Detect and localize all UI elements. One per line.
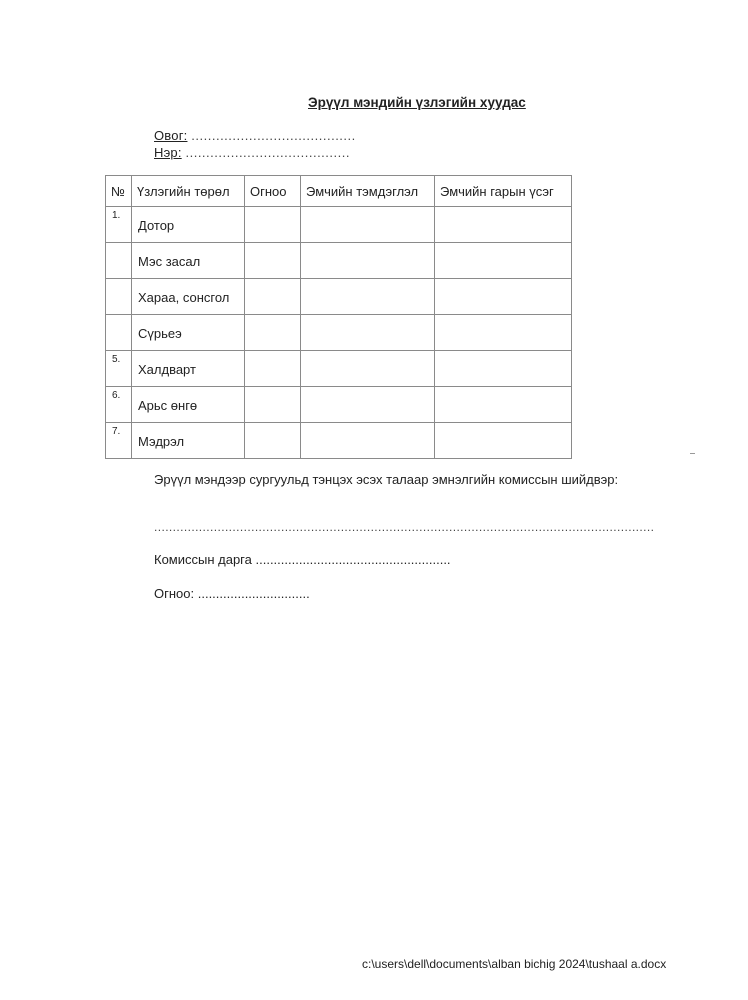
row-exam-type: Дотор [132, 207, 245, 243]
scan-artifact [690, 453, 695, 454]
row-date-cell [245, 279, 301, 315]
first-name-dots: ........................................ [185, 145, 350, 160]
row-number: 7. [106, 423, 132, 459]
date-label: Огноо: [154, 586, 195, 601]
commission-decision-text: Эрүүл мэндээр сургуульд тэнцэх эсэх талаар эмнэлгийн комиссын шийдвэр: [154, 472, 619, 487]
row-signature-cell [435, 243, 572, 279]
row-note-cell [301, 351, 435, 387]
exam-table [105, 175, 572, 459]
decision-date-field [154, 586, 310, 601]
row-exam-type: Хараа, сонсгол [132, 279, 245, 315]
row-date-cell [245, 207, 301, 243]
row-date-cell [245, 351, 301, 387]
row-number [106, 279, 132, 315]
table-row [106, 423, 572, 459]
row-note-cell [301, 315, 435, 351]
date-dots: ............................... [197, 586, 310, 601]
document-title: Эрүүл мэндийн үзлэгийн хуудас [308, 95, 526, 110]
first-name-label: Нэр: [154, 145, 182, 160]
header-doctor-note: Эмчийн тэмдэглэл [301, 176, 435, 207]
row-number: 5. [106, 351, 132, 387]
row-note-cell [301, 387, 435, 423]
row-note-cell [301, 207, 435, 243]
row-exam-type: Мэдрэл [132, 423, 245, 459]
row-date-cell [245, 243, 301, 279]
header-date: Огноо [245, 176, 301, 207]
row-exam-type: Халдварт [132, 351, 245, 387]
row-note-cell [301, 423, 435, 459]
row-exam-type: Мэс засал [132, 243, 245, 279]
row-signature-cell [435, 207, 572, 243]
row-date-cell [245, 423, 301, 459]
row-signature-cell [435, 279, 572, 315]
row-exam-type: Арьс өнгө [132, 387, 245, 423]
chair-label: Комиссын дарга [154, 552, 252, 567]
row-number: 6. [106, 387, 132, 423]
last-name-field [154, 128, 356, 143]
table-row [106, 207, 572, 243]
table-row [106, 351, 572, 387]
table-row [106, 315, 572, 351]
row-signature-cell [435, 315, 572, 351]
header-exam-type: Үзлэгийн төрөл [132, 176, 245, 207]
table-row [106, 387, 572, 423]
table-row [106, 243, 572, 279]
first-name-field [154, 145, 350, 160]
chair-dots: ...................................................... [255, 552, 451, 567]
row-exam-type: Сүрьеэ [132, 315, 245, 351]
header-doctor-signature: Эмчийн гарын үсэг [435, 176, 572, 207]
row-note-cell [301, 279, 435, 315]
last-name-dots: ........................................ [191, 128, 356, 143]
header-number: № [106, 176, 132, 207]
row-number [106, 243, 132, 279]
commission-chair-field [154, 552, 451, 567]
row-signature-cell [435, 387, 572, 423]
row-signature-cell [435, 423, 572, 459]
row-date-cell [245, 315, 301, 351]
row-number: 1. [106, 207, 132, 243]
table-header-row [106, 176, 572, 207]
table-row [106, 279, 572, 315]
row-date-cell [245, 387, 301, 423]
row-number [106, 315, 132, 351]
row-signature-cell [435, 351, 572, 387]
footer-file-path: c:\users\dell\documents\alban bichig 2024\tushaal a.docx [362, 957, 667, 971]
decision-blank-line: ...................................................................................................................................... [154, 520, 655, 534]
row-note-cell [301, 243, 435, 279]
last-name-label: Овог: [154, 128, 188, 143]
